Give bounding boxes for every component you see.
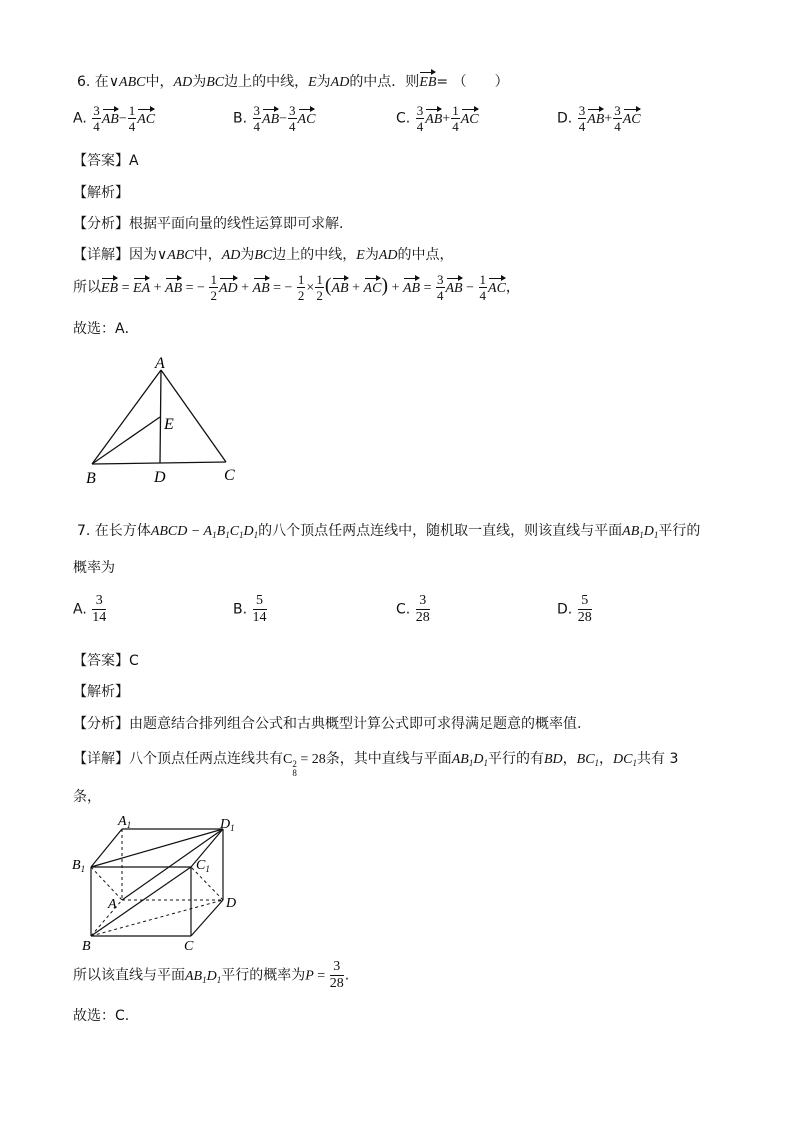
xiangjie-text: 因为 — [129, 247, 157, 263]
fraction-den: 14 — [92, 610, 107, 625]
fraction — [92, 104, 101, 133]
fraction-num: 5 — [578, 594, 592, 610]
comb-symbol: C — [283, 752, 293, 767]
q6-stem-text: 边上的中线， — [224, 74, 309, 90]
fraction-num: 5 — [253, 594, 267, 610]
label-c: C — [224, 467, 235, 484]
fraction — [92, 594, 106, 625]
plane-ab1d1: $AB_1D_1$ — [451, 752, 488, 768]
edge-bc — [92, 462, 226, 464]
option-letter: C. — [396, 110, 411, 127]
fraction — [613, 104, 622, 133]
vector: AB — [262, 111, 280, 127]
edge-c-d — [191, 900, 223, 936]
q7-option-c[interactable] — [396, 594, 431, 625]
segment-be — [92, 417, 160, 464]
prob-text: 平行的概率为 — [221, 967, 306, 984]
edge-b1-a1 — [91, 829, 122, 867]
fraction-den: 28 — [577, 610, 592, 625]
answer-value: A — [129, 153, 139, 169]
q6-stem-vector-eb: EB — [419, 75, 437, 90]
label-c: C — [184, 939, 194, 954]
xiangjie-label: 【详解】 — [73, 247, 129, 263]
fraction-num: 3 — [416, 594, 430, 610]
q6-stem-bc: BC — [206, 75, 225, 90]
fraction — [288, 104, 297, 133]
q7-stem-text: 的八个顶点任两点连线中，随机取一直线，则该直线与平面 — [258, 523, 623, 539]
fraction — [128, 104, 137, 133]
q7-answer — [73, 650, 139, 670]
q6-derivation: 所以EB = EA + AB = − $\frac{1}{2}$ AD + AB = − $\frac{1}{2}$ × $\frac{1}{2}$ (AB + AC) + AB = $\frac{3}{4}$ AB − $\frac{1}{4}$ AC， — [73, 272, 520, 303]
q6-option-c[interactable] — [396, 104, 479, 133]
q7-xiangjie-line2: 条， — [73, 789, 101, 805]
label-b1: $B_1$ — [72, 858, 86, 874]
option-letter: C. — [396, 601, 411, 618]
q6-stem-text: 为 — [192, 74, 207, 90]
fraction-num: 3 — [614, 103, 621, 118]
fraction-num: 3 — [93, 103, 100, 118]
median-ad — [160, 370, 161, 463]
fraction-den: 4 — [614, 119, 621, 134]
xiangjie-text: 为 — [240, 247, 255, 263]
combination: C 2 8 = 28 — [283, 752, 326, 778]
fraction-den: 4 — [128, 119, 136, 134]
q7-stem — [77, 520, 700, 540]
option-letter: B. — [233, 601, 248, 618]
xiangjie-ad: AD — [378, 248, 398, 263]
q6-stem-text: 的中点．则 — [349, 74, 420, 90]
q7-stem-line2: 概率为 — [73, 560, 115, 576]
line-dc1: $DC_1$ — [613, 752, 637, 768]
q6-stem-text: = （ ） — [436, 74, 509, 90]
label-b: B — [82, 939, 91, 954]
label-d1: $D_1$ — [220, 817, 235, 833]
plane-ab1d1: $AB_1D_1$ — [185, 968, 222, 985]
fraction-num: 3 — [92, 594, 106, 610]
q7-stem-prefix: 7. 在长方体 — [77, 523, 151, 539]
q7-xiangjie: 【详解】八个顶点任两点连线共有C 2 8 = 28条，其中直线与平面$AB_1D_1$平行的有BD，$BC_1$，$DC_1$共有 3 — [73, 751, 679, 778]
derivation-suffix: ， — [505, 279, 520, 296]
fraction-num: 1 — [128, 103, 136, 118]
fraction-num: 3 — [253, 103, 261, 118]
comb-value: = 28 — [300, 752, 326, 767]
xiangjie-text: 八个顶点任两点连线共有 — [129, 751, 283, 767]
fraction-num: 3 — [289, 103, 296, 118]
fenxi-text: 由题意结合排列组合公式和古典概型计算公式即可求得满足题意的概率值. — [129, 716, 582, 732]
xiangjie-text: 为 — [364, 247, 379, 263]
fraction-num: 3 — [330, 960, 344, 976]
q7-option-d[interactable] — [557, 594, 593, 625]
answer-label: 【答案】 — [73, 153, 129, 169]
option-letter: D. — [557, 110, 573, 127]
fraction — [451, 104, 460, 133]
q6-stem-ad: AD — [173, 75, 193, 90]
q6-stem-prefix: 6. 在 — [77, 74, 109, 90]
xiangjie-text: 条，其中直线与平面 — [325, 751, 452, 767]
label-a: A — [108, 897, 117, 912]
fraction-den: 28 — [329, 976, 344, 991]
label-d: D — [226, 896, 237, 911]
option-letter: D. — [557, 601, 573, 618]
xiangjie-label: 【详解】 — [73, 751, 129, 767]
vector: AB — [587, 111, 605, 127]
fraction-num: 3 — [578, 103, 586, 118]
q6-fenxi — [73, 213, 343, 233]
fraction — [578, 104, 587, 133]
vector: AC — [460, 111, 479, 127]
xiangjie-text: 平行的有 — [487, 751, 544, 767]
prob-p: P — [305, 968, 314, 984]
line-bc1: $BC_1$ — [576, 752, 600, 768]
fraction-den: 4 — [452, 119, 459, 134]
plane-ab1d1: $AB_1D_1$ — [622, 524, 659, 540]
q6-xiangjie — [73, 244, 454, 264]
fraction-den: 4 — [289, 119, 296, 134]
fraction — [330, 960, 344, 991]
option-letter: A. — [73, 601, 87, 618]
xiangjie-ad: AD — [221, 248, 241, 263]
fenxi-label: 【分析】 — [73, 216, 129, 232]
fraction-num: 1 — [452, 103, 459, 118]
operator: + — [604, 111, 613, 127]
q6-stem — [77, 71, 509, 91]
fraction-den: 28 — [415, 610, 430, 625]
fraction — [253, 594, 267, 625]
hidden-b1-a — [91, 867, 122, 900]
q6-answer — [73, 150, 139, 170]
q7-probability: 所以该直线与平面$AB_1D_1$平行的概率为P = $\frac{3}{28}$ . — [73, 959, 350, 991]
q6-stem-e: E — [308, 75, 317, 90]
q7-stem-text: 平行的 — [658, 523, 701, 539]
q7-analysis-heading: 【解析】 — [73, 684, 129, 700]
answer-value: C — [129, 653, 139, 669]
label-c1: $C_1$ — [196, 858, 210, 874]
q7-option-b[interactable] — [233, 594, 268, 625]
xiangjie-text: 共有 3 — [637, 751, 679, 767]
fraction-den: 4 — [578, 119, 586, 134]
xiangjie-e: E — [356, 248, 365, 263]
fraction-den: 14 — [252, 610, 267, 625]
operator: − — [279, 111, 288, 127]
fenxi-text: 根据平面向量的线性运算即可求解. — [129, 216, 344, 232]
option-letter: A. — [73, 110, 87, 127]
q7-conclusion: 故选：C. — [73, 1008, 130, 1024]
diag-b-c1 — [91, 867, 191, 936]
label-e: E — [164, 416, 174, 433]
vector: AC — [622, 111, 641, 127]
option-letter: B. — [233, 110, 248, 127]
fraction — [253, 104, 262, 133]
xiangjie-triangle: ∨ABC — [157, 248, 194, 263]
q6-option-a[interactable] — [73, 104, 155, 133]
fraction-num: 3 — [416, 103, 424, 118]
label-a: A — [155, 355, 165, 372]
vector: AB — [101, 111, 119, 127]
operator: − — [118, 111, 127, 127]
answer-label: 【答案】 — [73, 653, 129, 669]
prob-text: 所以该直线与平面 — [73, 967, 185, 984]
q7-stem-solid: ABCD − $A_1B_1C_1D_1$ — [150, 524, 259, 540]
fraction-den: 4 — [93, 119, 100, 134]
q6-stem-text: 为 — [316, 74, 331, 90]
vector: AC — [297, 111, 316, 127]
q6-option-d[interactable] — [557, 104, 641, 133]
fraction-den: 4 — [416, 119, 424, 134]
label-b: B — [86, 470, 96, 487]
fenxi-label: 【分析】 — [73, 716, 129, 732]
fraction-den: 4 — [253, 119, 261, 134]
label-d: D — [154, 469, 166, 486]
q6-option-b[interactable] — [233, 104, 315, 133]
edge-ab — [92, 370, 161, 464]
q6-conclusion: 故选：A． — [73, 321, 139, 337]
xiangjie-text: 的中点， — [397, 247, 454, 263]
q7-cuboid-figure — [70, 812, 250, 957]
fraction — [416, 104, 425, 133]
solid-name: ABCD − A — [150, 524, 213, 539]
q6-analysis-heading: 【解析】 — [73, 185, 129, 201]
q7-fenxi — [73, 713, 581, 733]
xiangjie-bc: BC — [254, 248, 273, 263]
q6-stem-ad: AD — [330, 75, 350, 90]
q6-triangle-figure — [80, 352, 250, 492]
q6-stem-triangle: ∨ABC — [108, 75, 146, 90]
vector: AB — [425, 111, 443, 127]
fraction — [416, 594, 430, 625]
xiangjie-text: 中， — [193, 247, 222, 263]
label-a1: $A_1$ — [118, 814, 132, 830]
q7-option-a[interactable] — [73, 594, 107, 625]
q6-stem-text: 中， — [145, 74, 174, 90]
fraction — [578, 594, 592, 625]
xiangjie-text: 边上的中线， — [272, 247, 357, 263]
derivation-prefix: 所以 — [73, 279, 101, 296]
line-bd: BD — [543, 752, 563, 767]
operator: + — [442, 111, 451, 127]
vector: AC — [137, 111, 156, 127]
